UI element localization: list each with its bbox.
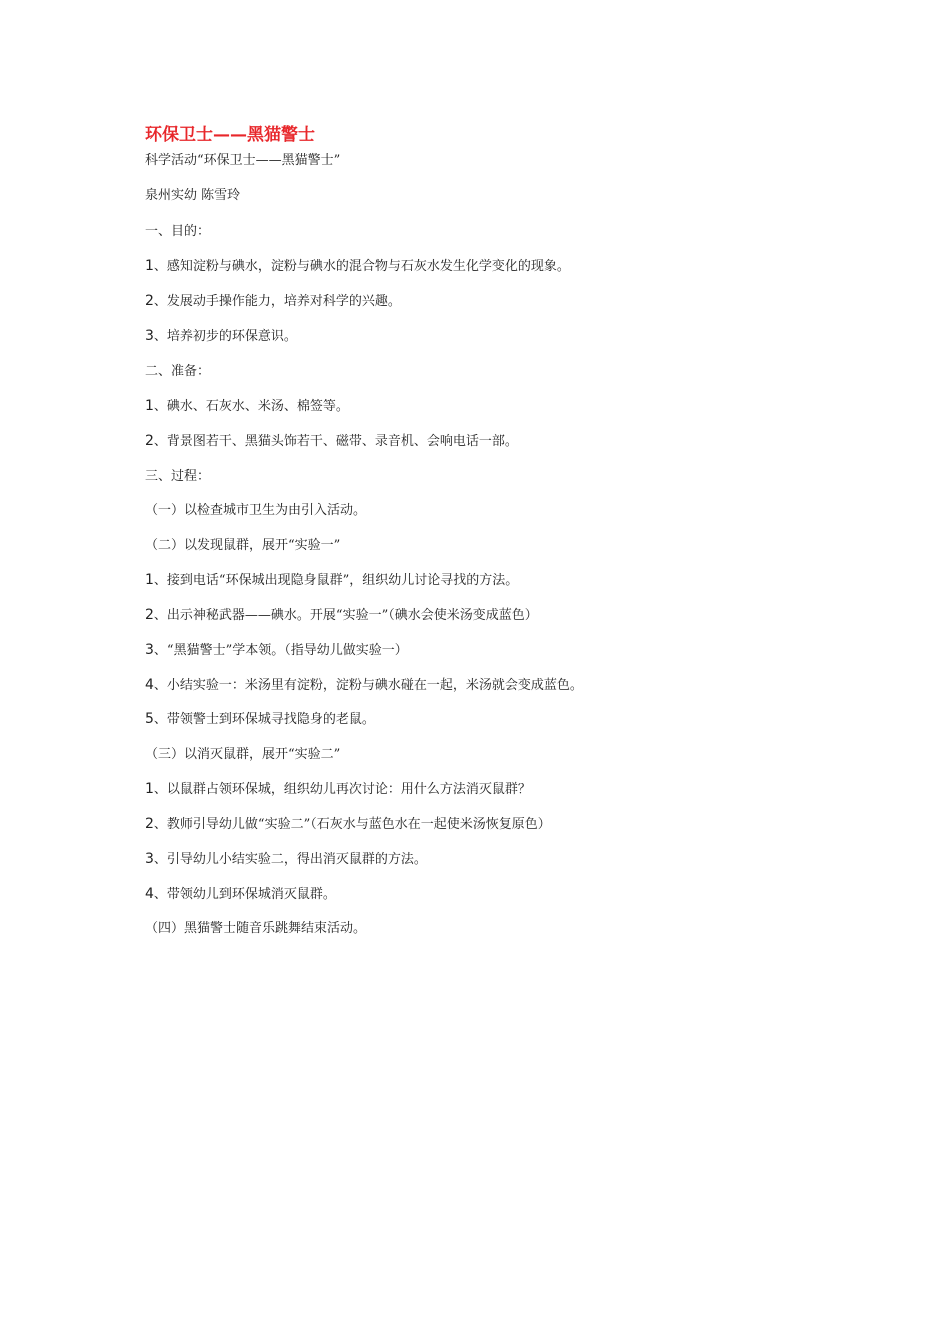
list-item: 3、“黑猫警士”学本领。（指导幼儿做实验一） bbox=[145, 642, 408, 658]
list-item: 3、引导幼儿小结实验二，得出消灭鼠群的方法。 bbox=[145, 851, 427, 867]
list-item: 4、带领幼儿到环保城消灭鼠群。 bbox=[145, 886, 336, 902]
section-heading: 一、目的： bbox=[145, 224, 211, 239]
document-subtitle: 科学活动“环保卫士——黑猫警士” bbox=[145, 153, 341, 168]
list-item: 1、感知淀粉与碘水，淀粉与碘水的混合物与石灰水发生化学变化的现象。 bbox=[145, 258, 570, 274]
section-heading: 三、过程： bbox=[145, 469, 211, 484]
subsection-heading: （一）以检查城市卫生为由引入活动。 bbox=[145, 503, 367, 518]
list-item: 1、碘水、石灰水、米汤、棉签等。 bbox=[145, 398, 349, 414]
list-item: 2、发展动手操作能力，培养对科学的兴趣。 bbox=[145, 293, 401, 309]
document-title: 环保卫士——黑猫警士 bbox=[145, 125, 315, 145]
list-item: 5、带领警士到环保城寻找隐身的老鼠。 bbox=[145, 711, 375, 727]
subsection-heading: （四）黑猫警士随音乐跳舞结束活动。 bbox=[145, 921, 367, 936]
section-heading: 二、准备： bbox=[145, 364, 211, 379]
list-item: 1、接到电话“环保城出现隐身鼠群”，组织幼儿讨论寻找的方法。 bbox=[145, 572, 519, 588]
list-item: 2、教师引导幼儿做“实验二”（石灰水与蓝色水在一起使米汤恢复原色） bbox=[145, 816, 551, 832]
list-item: 2、背景图若干、黑猫头饰若干、磁带、录音机、会响电话一部。 bbox=[145, 433, 518, 449]
author-line: 泉州实幼 陈雪玲 bbox=[145, 188, 241, 203]
list-item: 1、以鼠群占领环保城，组织幼儿再次讨论：用什么方法消灭鼠群？ bbox=[145, 781, 531, 797]
subsection-heading: （三）以消灭鼠群，展开“实验二” bbox=[145, 747, 341, 762]
subsection-heading: （二）以发现鼠群，展开“实验一” bbox=[145, 538, 341, 553]
list-item: 4、小结实验一：米汤里有淀粉，淀粉与碘水碰在一起，米汤就会变成蓝色。 bbox=[145, 677, 583, 693]
list-item: 2、出示神秘武器——碘水。开展“实验一”（碘水会使米汤变成蓝色） bbox=[145, 607, 538, 623]
list-item: 3、培养初步的环保意识。 bbox=[145, 328, 297, 344]
